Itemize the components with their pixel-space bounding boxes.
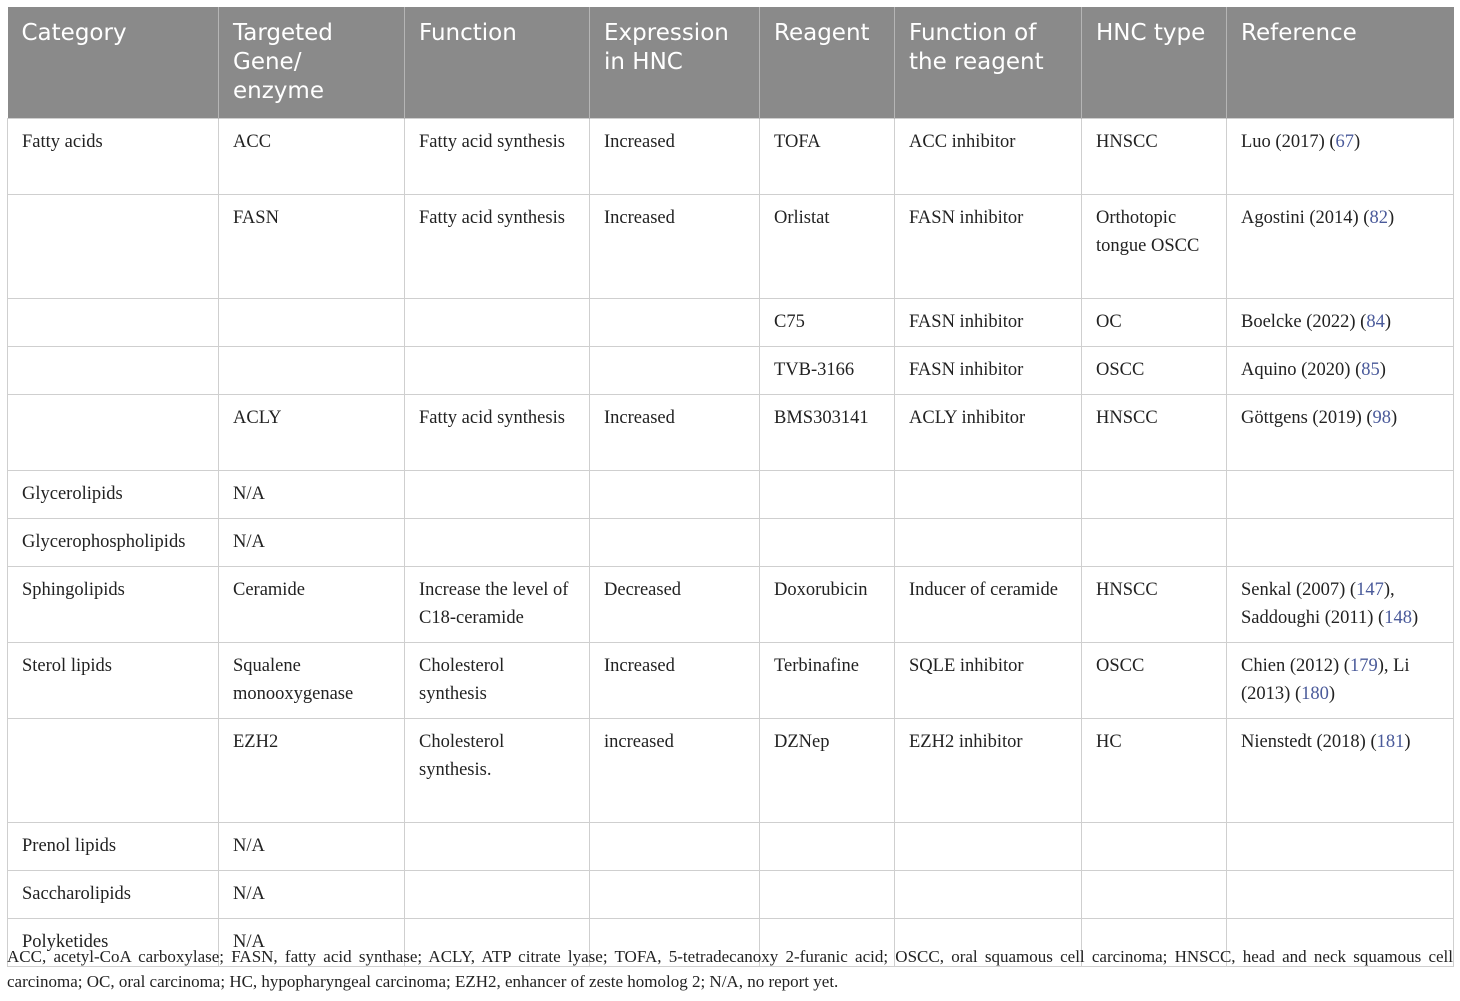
cell-reagent-function: ACC inhibitor — [895, 119, 1082, 195]
cell-reagent-function: ACLY inhibitor — [895, 395, 1082, 471]
cell-reference — [1227, 519, 1454, 567]
cell-function — [405, 347, 590, 395]
cell-hnc-type: OSCC — [1082, 643, 1227, 719]
header-reagent-function: Function of the reagent — [895, 7, 1082, 119]
cell-targeted-gene — [219, 299, 405, 347]
cell-category: Glycerolipids — [8, 471, 219, 519]
cell-reagent-function: FASN inhibitor — [895, 195, 1082, 299]
table-row — [8, 643, 1454, 719]
cell-expression: increased — [590, 719, 760, 823]
cell-function — [405, 299, 590, 347]
cell-reagent-function — [895, 519, 1082, 567]
cell-targeted-gene: N/A — [219, 919, 405, 967]
reference-link[interactable]: 148 — [1384, 607, 1412, 628]
table-row — [8, 719, 1454, 823]
reference-link[interactable]: 98 — [1372, 408, 1392, 428]
cell-expression: Increased — [590, 195, 760, 299]
header-hnc-type: HNC type — [1082, 7, 1227, 119]
cell-reagent-function — [895, 871, 1082, 919]
cell-hnc-type: HNSCC — [1082, 119, 1227, 195]
cell-function: Fatty acid synthesis — [405, 195, 590, 299]
cell-reagent: Terbinafine — [760, 643, 895, 719]
reference-text: Göttgens (2019) ( — [1241, 408, 1373, 428]
cell-function — [405, 471, 590, 519]
cell-reference — [1227, 719, 1454, 823]
table-row — [8, 395, 1454, 471]
cell-reagent — [760, 519, 895, 567]
cell-targeted-gene — [219, 347, 405, 395]
cell-reference — [1227, 395, 1454, 471]
cell-reagent-function: FASN inhibitor — [895, 299, 1082, 347]
reference-link[interactable]: 181 — [1376, 732, 1405, 752]
cell-expression — [590, 823, 760, 871]
cell-function: Fatty acid synthesis — [405, 119, 590, 195]
cell-reagent-function: Inducer of ceramide — [895, 567, 1082, 643]
cell-targeted-gene: EZH2 — [219, 719, 405, 823]
reference-text: Luo (2017) ( — [1241, 132, 1336, 152]
cell-category — [8, 347, 219, 395]
reference-link[interactable]: 82 — [1369, 208, 1388, 228]
header-expression: Expression in HNC — [590, 7, 760, 119]
cell-hnc-type — [1082, 823, 1227, 871]
reference-text: ), Li (2013) ( — [1241, 656, 1410, 704]
table-row — [8, 347, 1454, 395]
cell-reagent: C75 — [760, 299, 895, 347]
reference-text: Aquino (2020) ( — [1241, 360, 1362, 380]
reference-link[interactable]: 84 — [1366, 312, 1385, 332]
cell-hnc-type: Orthotopic tongue OSCC — [1082, 195, 1227, 299]
cell-reagent: TOFA — [760, 119, 895, 195]
table-footnote: ACC, acetyl-CoA carboxylase; FASN, fatty acid synthase; ACLY, ATP citrate lyase; TOFA, 5-tetradecanoxy 2-furanic acid; OSCC, oral squamous cell carcinoma; HNSCC, head and neck squamous cell carcinoma; OC, oral carcinoma; HC, hypopharyngeal carcinoma; EZH2, enhancer of zeste homolog 2; N/A, no report yet. — [7, 947, 1453, 991]
cell-targeted-gene: N/A — [219, 823, 405, 871]
table-row — [8, 119, 1454, 195]
cell-hnc-type: OC — [1082, 299, 1227, 347]
reference-text: ) — [1379, 360, 1386, 380]
cell-hnc-type — [1082, 871, 1227, 919]
cell-targeted-gene: Ceramide — [219, 567, 405, 643]
cell-expression: Decreased — [590, 567, 760, 643]
cell-category: Prenol lipids — [8, 823, 219, 871]
cell-hnc-type: OSCC — [1082, 347, 1227, 395]
reference-text: Chien (2012) ( — [1241, 656, 1350, 676]
reference-text: Nienstedt (2018) ( — [1241, 732, 1377, 752]
cell-reference — [1227, 471, 1454, 519]
cell-reagent-function: FASN inhibitor — [895, 347, 1082, 395]
cell-reagent: DZNep — [760, 719, 895, 823]
cell-category — [8, 719, 219, 823]
cell-reference — [1227, 643, 1454, 719]
cell-expression — [590, 871, 760, 919]
header-reagent: Reagent — [760, 7, 895, 119]
table-row — [8, 567, 1454, 643]
cell-targeted-gene: Squalene monooxygenase — [219, 643, 405, 719]
cell-reference — [1227, 871, 1454, 919]
reference-text: ) — [1384, 312, 1392, 332]
reference-text: ) — [1354, 132, 1361, 152]
cell-category — [8, 299, 219, 347]
lipid-target-table-container — [7, 7, 1453, 967]
cell-expression — [590, 347, 760, 395]
reference-link[interactable]: 147 — [1356, 580, 1384, 600]
reference-text: ) — [1328, 683, 1336, 704]
reference-text: ), Saddoughi (2011) ( — [1241, 580, 1395, 628]
cell-function — [405, 519, 590, 567]
cell-reference — [1227, 823, 1454, 871]
cell-reagent: Orlistat — [760, 195, 895, 299]
cell-category: Glycerophospholipids — [8, 519, 219, 567]
table-row — [8, 471, 1454, 519]
reference-link[interactable]: 67 — [1335, 132, 1355, 152]
cell-reagent: BMS303141 — [760, 395, 895, 471]
table-row — [8, 823, 1454, 871]
reference-text: ) — [1387, 208, 1395, 228]
cell-category: Polyketides — [8, 919, 219, 967]
cell-reference — [1227, 567, 1454, 643]
cell-reagent: TVB-3166 — [760, 347, 895, 395]
cell-hnc-type: HNSCC — [1082, 395, 1227, 471]
cell-reference — [1227, 347, 1454, 395]
cell-reagent — [760, 471, 895, 519]
header-targeted-gene: Targeted Gene/ enzyme — [219, 7, 405, 119]
cell-reagent — [760, 871, 895, 919]
reference-text: ) — [1391, 408, 1398, 428]
cell-category: Sphingolipids — [8, 567, 219, 643]
table-row — [8, 195, 1454, 299]
reference-link[interactable]: 85 — [1361, 360, 1380, 380]
lipid-target-table — [7, 7, 1454, 967]
reference-link[interactable]: 180 — [1301, 683, 1329, 704]
cell-expression — [590, 471, 760, 519]
cell-category: Fatty acids — [8, 119, 219, 195]
cell-targeted-gene: ACLY — [219, 395, 405, 471]
header-category: Category — [8, 7, 219, 119]
cell-hnc-type: HNSCC — [1082, 567, 1227, 643]
cell-expression: Increased — [590, 643, 760, 719]
cell-targeted-gene: FASN — [219, 195, 405, 299]
cell-reference — [1227, 119, 1454, 195]
cell-expression — [590, 299, 760, 347]
cell-targeted-gene: N/A — [219, 471, 405, 519]
cell-function — [405, 871, 590, 919]
cell-reference — [1227, 195, 1454, 299]
header-reference: Reference — [1227, 7, 1454, 119]
cell-reagent-function: EZH2 inhibitor — [895, 719, 1082, 823]
cell-reagent: Doxorubicin — [760, 567, 895, 643]
cell-hnc-type — [1082, 519, 1227, 567]
cell-category — [8, 195, 219, 299]
cell-targeted-gene: N/A — [219, 519, 405, 567]
header-function: Function — [405, 7, 590, 119]
cell-expression — [590, 519, 760, 567]
cell-category: Sterol lipids — [8, 643, 219, 719]
cell-category: Saccharolipids — [8, 871, 219, 919]
cell-function: Increase the level of C18-ceramide — [405, 567, 590, 643]
cell-function: Cholesterol synthesis — [405, 643, 590, 719]
cell-hnc-type — [1082, 471, 1227, 519]
table-row — [8, 519, 1454, 567]
reference-text: Agostini (2014) ( — [1241, 208, 1370, 228]
reference-text: Boelcke (2022) ( — [1241, 312, 1367, 332]
cell-function: Fatty acid synthesis — [405, 395, 590, 471]
cell-function — [405, 823, 590, 871]
table-row — [8, 299, 1454, 347]
cell-reagent-function — [895, 823, 1082, 871]
cell-targeted-gene: N/A — [219, 871, 405, 919]
cell-reagent — [760, 823, 895, 871]
reference-text: ) — [1411, 607, 1419, 628]
cell-expression: Increased — [590, 395, 760, 471]
reference-link[interactable]: 179 — [1349, 656, 1378, 676]
cell-function: Cholesterol synthesis. — [405, 719, 590, 823]
cell-reagent-function: SQLE inhibitor — [895, 643, 1082, 719]
cell-category — [8, 395, 219, 471]
reference-text: Senkal (2007) ( — [1241, 580, 1357, 600]
cell-hnc-type: HC — [1082, 719, 1227, 823]
cell-reagent-function — [895, 471, 1082, 519]
table-row — [8, 871, 1454, 919]
reference-text: ) — [1404, 732, 1411, 752]
table-header-row — [8, 7, 1454, 119]
cell-reference — [1227, 299, 1454, 347]
cell-expression: Increased — [590, 119, 760, 195]
cell-targeted-gene: ACC — [219, 119, 405, 195]
